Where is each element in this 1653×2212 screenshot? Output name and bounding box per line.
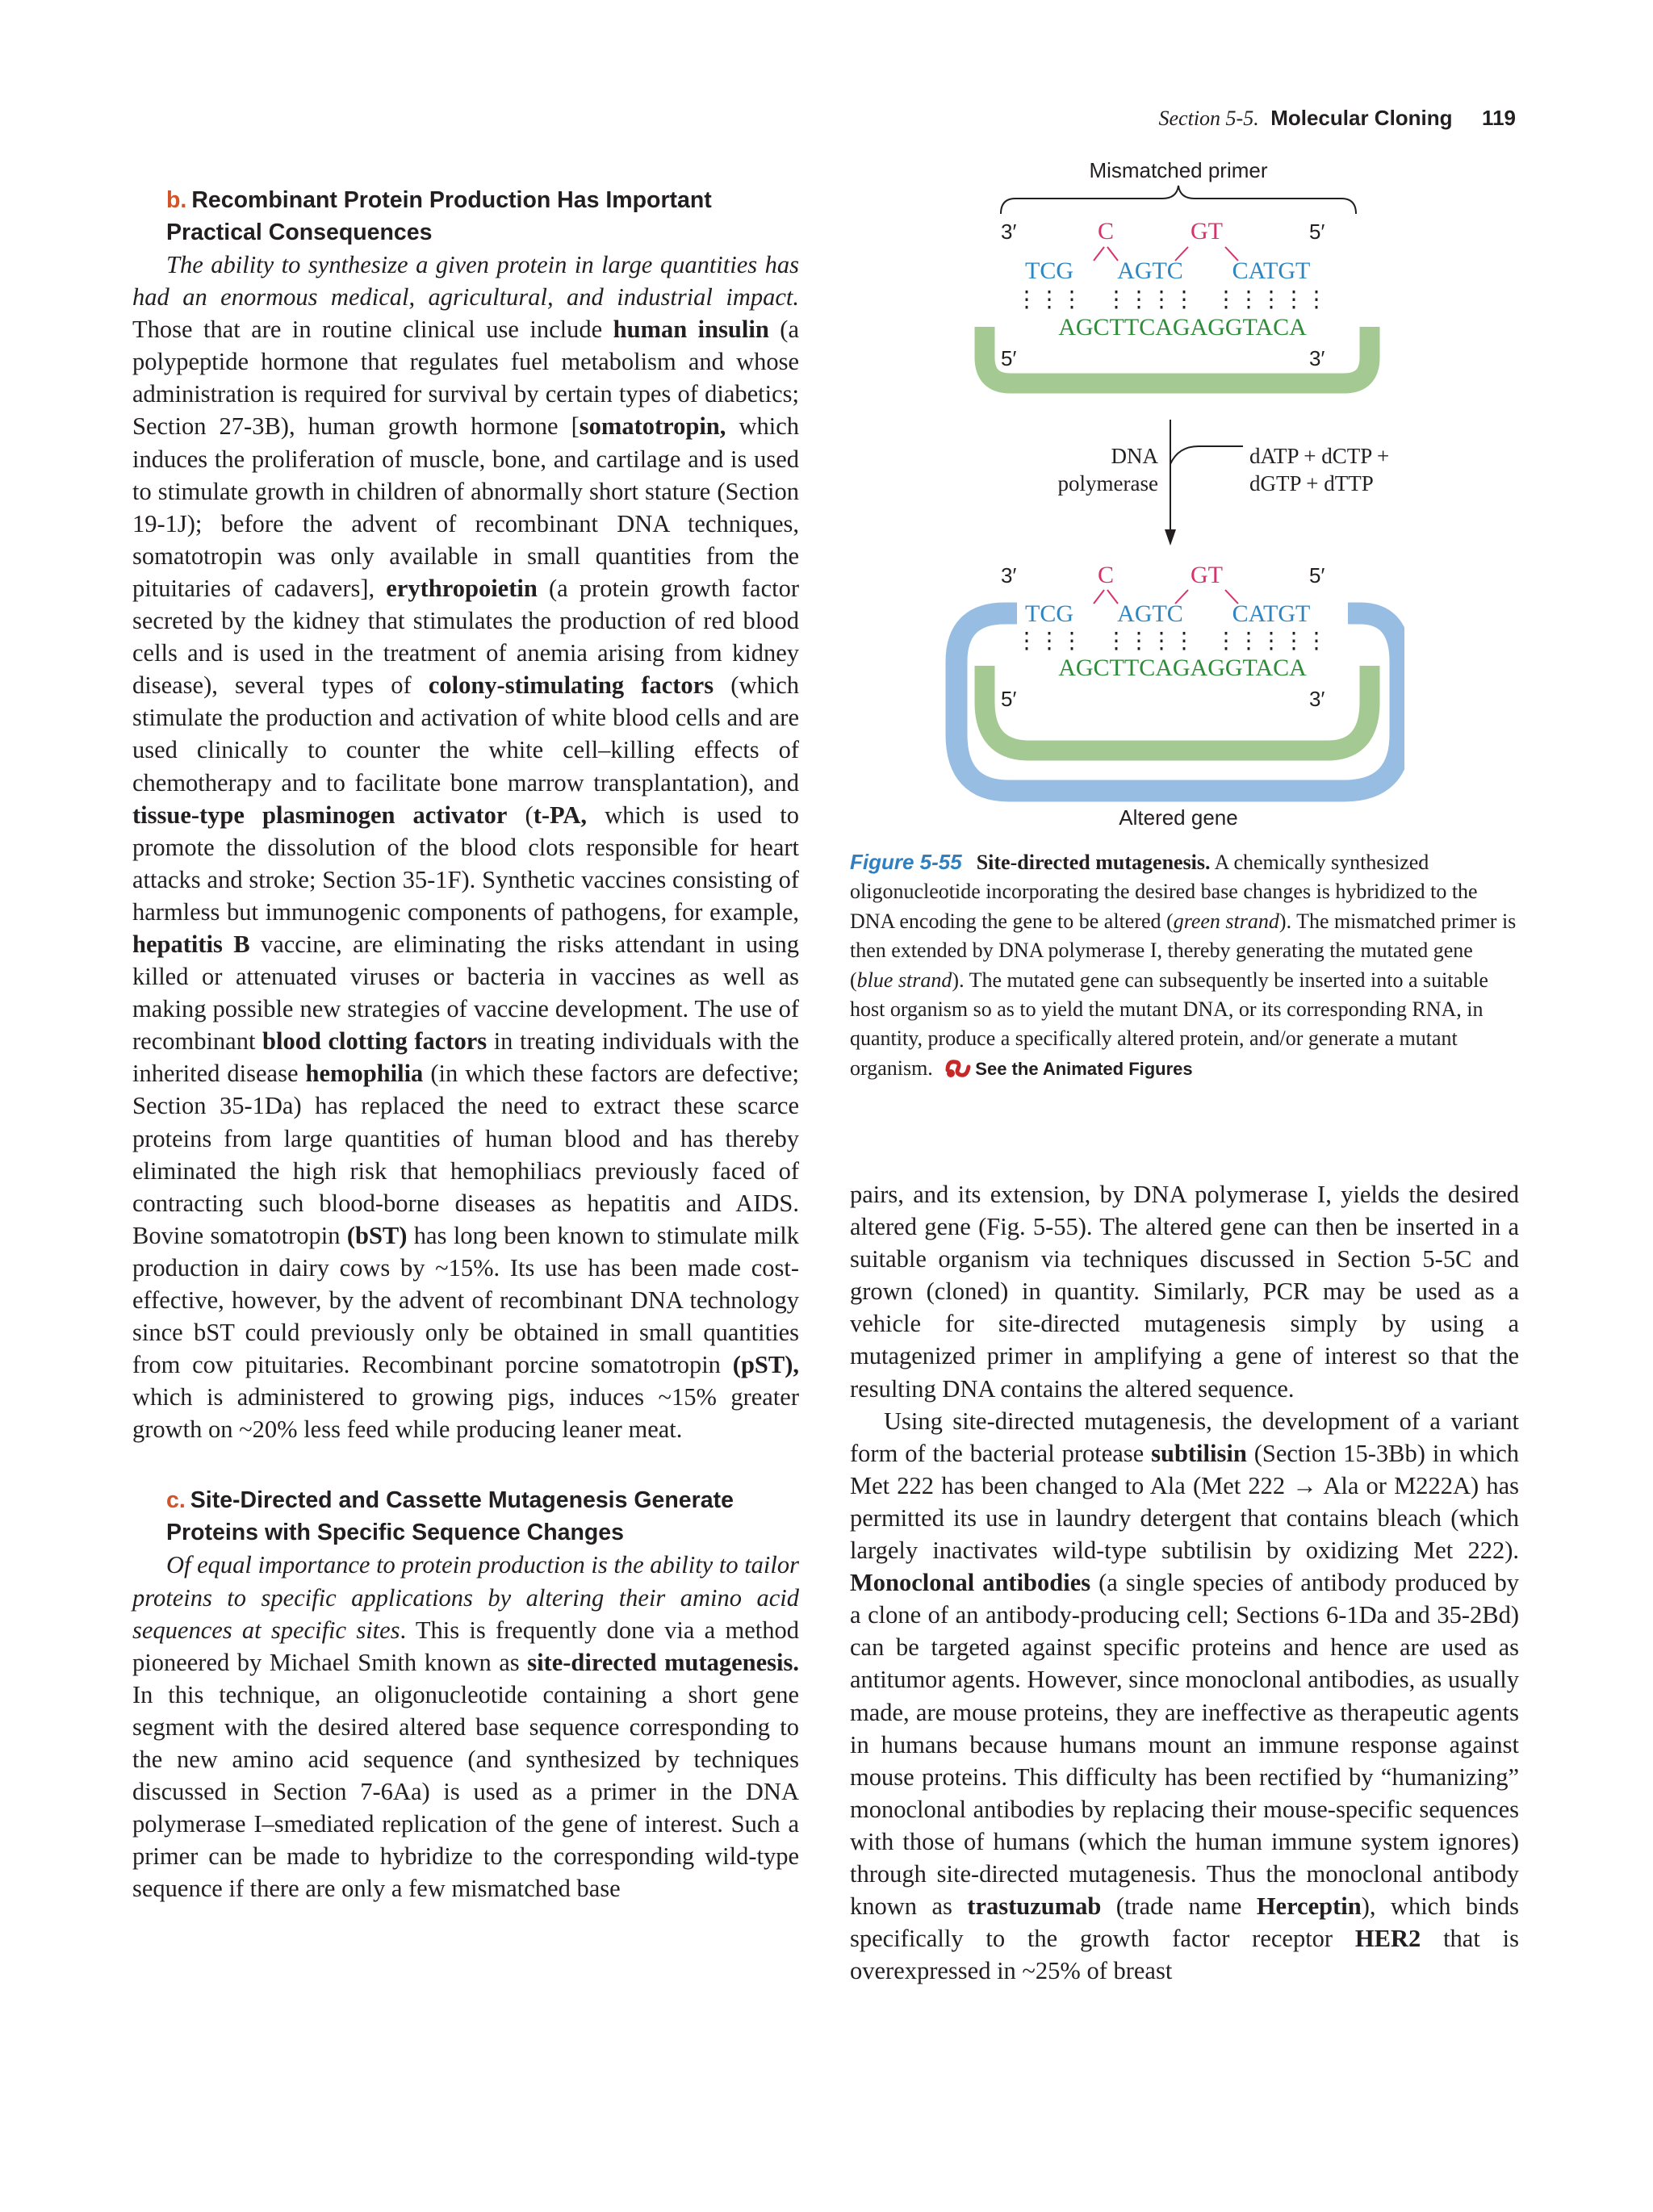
lead-italic: The ability to synthesize a given protein in large quantities has had an enormous medical, agricultural, and industrial impact. [132, 251, 799, 312]
section-b-paragraph: The ability to synthesize a given protein in large quantities has had an enormous medical, agricultural, and industrial impact. Those that are in routine clinical use include human insulin (a polypeptide hormone that regulates fuel metabolism and whose administration is required for survival by certain types of diabetics; Section 27-3B), human growth hormone [somatotropin, which induces the proliferation of muscle, bone, and cartilage and is used to stimulate growth in children of abnormally short stature (Section 19-1J); before the advent of recombinant DNA techniques, somatotropin was only available in small quantities from the pituitaries of cadavers], erythropoietin (a protein growth factor secreted by the kidney that stimulates the production of red blood cells and is used in the treatment of anemia arising from kidney disease), several types of colony-stimulating factors (which stimulate the production and activation of white blood cells and are used clinically to counter the white cell–killing effects of chemotherapy and to facilitate bone marrow transplantation), and tissue-type plasminogen activator (t-PA, which is used to promote the dissolution of the blood clots responsible for heart attacks and stroke; Section 35-1F). Synthetic vaccines consisting of harmless but immunogenic components of pathogens, for example, hepatitis B vaccine, are eliminating the risks attendant in using killed or attenuated viruses or bacteria in vaccines as well as making possible new strategies of vaccine development. The use of recombinant blood clotting factors in treating individuals with the inherited disease hemophilia (in which these factors are defective; Section 35-1Da) has replaced the need to extract these scarce proteins from large quantities of human blood and has thereby eliminated the high risk that hemophiliacs previously faced of contracting such blood-borne diseases as hepatitis and AIDS. Bovine somatotropin (bST) has long been known to stimulate milk production in dairy cows by ~15%. Its use has been made cost-effective, however, by the advent of recombinant DNA technology since bST could previously only be obtained in small quantities from cow pituitaries. Recombinant porcine somatotropin (pST), which is administered to growing pigs, induces ~15% greater growth on ~20% less feed while producing leaner meat. [132, 251, 800, 1444]
section-b-heading [166, 184, 799, 249]
page-number: 119 [1482, 106, 1516, 130]
section-title: Molecular Cloning [1270, 106, 1453, 130]
figure-caption: Figure 5-55 Site-directed mutagenesis. A chemically synthesized oligonucleotide incorporating the desired base changes is hybridized to the DNA encoding the gene to be altered (green strand). The mismatched primer is then extended by DNA polymerase I, thereby generating the mutated gene (blue strand). The mutated gene can subsequently be inserted into a suitable host organism so as to yield the mutant DNA, or its corresponding RNA, in quantity, produce a specifically altered protein, and/or generate a mutant organism. See the Animated Figures [850, 847, 1519, 1088]
primer-seq-catgt: CATGT [1232, 257, 1311, 284]
substrates-line1: dATP + dCTP + [1249, 444, 1390, 468]
green-strand-term: green strand [1173, 909, 1279, 933]
product-5prime: 5′ [1309, 563, 1325, 587]
term-tpa: tissue-type plasminogen activator [132, 801, 508, 829]
figure-5-55-diagram [920, 153, 1404, 831]
reaction-arrow [1058, 420, 1390, 546]
product-seq-catgt: CATGT [1232, 600, 1311, 627]
template-sequence: AGCTTCAGAGGTACA [1058, 314, 1307, 341]
template-5prime: 5′ [1001, 346, 1017, 370]
section-b-letter: b. [166, 187, 187, 213]
primer-5prime: 5′ [1309, 220, 1325, 244]
term-bst: (bST) [346, 1221, 408, 1249]
base-pair-dots: ⋮⋮⋮⋮⋮ [1215, 629, 1328, 654]
mismatched-primer-label: Mismatched primer [1089, 158, 1268, 182]
primer-seq-agtc: AGTC [1117, 257, 1183, 284]
term-site-directed-mutagenesis: site-directed mutagenesis. [527, 1648, 800, 1676]
enzyme-label-line2: polymerase [1057, 471, 1158, 496]
primer-brace [1001, 186, 1356, 214]
section-label: Section 5-5. [1158, 107, 1259, 130]
term-blood-clotting-factors: blood clotting factors [262, 1027, 488, 1056]
section-b-title: Recombinant Protein Production Has Important Practical Consequences [166, 187, 712, 245]
term-erythropoietin: erythropoietin [386, 574, 538, 602]
bottom-duplex [956, 562, 1400, 791]
product-seq-agtc: AGTC [1117, 600, 1183, 627]
running-head [1159, 102, 1516, 134]
term-somatotropin: somatotropin, [579, 412, 726, 441]
template-sequence: AGCTTCAGAGGTACA [1058, 654, 1307, 681]
template-3prime: 3′ [1309, 346, 1325, 370]
primer-seq-tcg: TCG [1025, 257, 1073, 284]
product-seq-tcg: TCG [1025, 600, 1073, 627]
mismatch-c: C [1097, 218, 1115, 245]
product-3prime: 3′ [1001, 563, 1017, 587]
term-colony-stimulating-factors: colony-stimulating factors [428, 671, 714, 700]
term-monoclonal-antibodies: Monoclonal antibodies [850, 1569, 1091, 1597]
section-c-heading [166, 1484, 799, 1549]
altered-gene-label: Altered gene [1119, 805, 1238, 830]
primer-3prime: 3′ [1001, 220, 1017, 244]
term-subtilisin: subtilisin [1151, 1439, 1247, 1467]
figure-label: Figure 5-55 [850, 850, 962, 874]
mismatch-gt: GT [1191, 218, 1223, 245]
template-5prime: 5′ [1001, 687, 1017, 711]
blue-strand-term: blue strand [856, 968, 952, 992]
term-herceptin: Herceptin [1256, 1892, 1362, 1921]
right-column [850, 1178, 1519, 1987]
left-column [132, 184, 799, 1905]
top-duplex [985, 218, 1370, 383]
term-hepatitis-b: hepatitis B [132, 930, 250, 958]
base-pair-dots: ⋮⋮⋮ [1015, 629, 1083, 654]
section-c-title: Site-Directed and Cassette Mutagenesis Generate Proteins with Specific Sequence Changes [166, 1487, 734, 1546]
section-c-letter: c. [166, 1487, 186, 1514]
animated-figures-icon[interactable] [944, 1056, 972, 1088]
base-pair-dots: ⋮⋮⋮ [1015, 287, 1083, 312]
figure-title: Site-directed mutagenesis. [976, 851, 1211, 874]
term-hemophilia: hemophilia [305, 1060, 424, 1088]
mismatch-c: C [1097, 562, 1115, 588]
term-tpa-abbrev: t-PA, [533, 801, 588, 829]
term-human-insulin: human insulin [613, 316, 769, 344]
term-pst: (pST), [732, 1351, 799, 1379]
enzyme-label-line1: DNA [1111, 444, 1158, 468]
base-pair-dots: ⋮⋮⋮⋮ [1105, 629, 1195, 654]
term-her2: HER2 [1354, 1925, 1421, 1953]
base-pair-dots: ⋮⋮⋮⋮⋮ [1215, 287, 1328, 312]
right-paragraph-2: Using site-directed mutagenesis, the development of a variant form of the bacterial protease subtilisin (Section 15-3Bb) in which Met 222 has been changed to Ala (Met 222 → Ala or M222A) has permitted its use in laundry detergent that contains bleach (which largely inactivates wild-type subtilisin by oxidizing Met 222). Monoclonal antibodies (a single species of antibody produced by a clone of an antibody-producing cell; Sections 6-1Da and 35-2Bd) can be targeted against specific proteins and hence are used as antitumor agents. However, since monoclonal antibodies, as usually made, are mouse proteins, they are ineffective as therapeutic agents in humans because humans mount an immune response against mouse proteins. This difficulty has been rectified by “humanizing” monoclonal antibodies by replacing their mouse-specific sequences with those of humans (which the human immune system ignores) through site-directed mutagenesis. Thus the monoclonal antibody known as trastuzumab (trade name Herceptin), which binds specifically to the growth factor receptor HER2 that is overexpressed in ~25% of breast [850, 1407, 1520, 1985]
substrates-line2: dGTP + dTTP [1249, 471, 1374, 496]
animated-figures-link[interactable]: See the Animated Figures [975, 1058, 1193, 1079]
template-3prime: 3′ [1309, 687, 1325, 711]
mismatch-gt: GT [1191, 562, 1223, 588]
right-paragraph-1: pairs, and its extension, by DNA polymerase I, yields the desired altered gene (Fig. 5-55). The altered gene can then be inserted in a suitable organism via techniques discussed in Section 5-5C and grown (cloned) in quantity. Similarly, PCR may be used as a vehicle for site-directed mutagenesis simply by using a mutagenized primer in amplifying a gene of interest so that the resulting DNA contains the altered sequence. [850, 1181, 1519, 1403]
term-trastuzumab: trastuzumab [967, 1892, 1102, 1921]
base-pair-dots: ⋮⋮⋮⋮ [1105, 287, 1195, 312]
lead-italic: Of equal importance to protein production is the ability to tailor proteins to specific applications by altering their amino acid sequences at specific sites [132, 1551, 799, 1644]
section-c-paragraph: Of equal importance to protein production is the ability to tailor proteins to specific applications by altering their amino acid sequences at specific sites. This is frequently done via a method pioneered by Michael Smith known as site-directed mutagenesis. In this technique, an oligonucleotide containing a short gene segment with the desired altered base sequence corresponding to the new amino acid sequence (and synthesized by techniques discussed in Section 7-6Aa) is used as a primer in the DNA polymerase I–smediated replication of the gene of interest. Such a primer can be made to hybridize to the corresponding wild-type sequence if there are only a few mismatched base [132, 1551, 800, 1903]
